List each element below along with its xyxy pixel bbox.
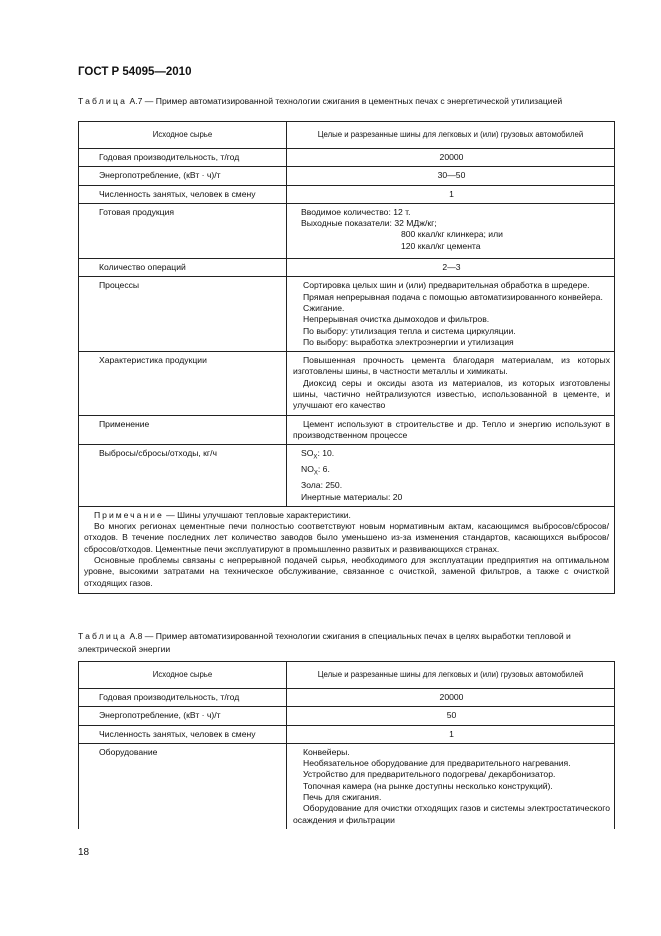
row-label: Характеристика продукции xyxy=(79,352,287,415)
table-row xyxy=(79,725,615,743)
row-label: Годовая производительность, т/год xyxy=(79,149,287,167)
table-a8 xyxy=(78,661,615,829)
document-header: ГОСТ Р 54095—2010 xyxy=(78,66,192,78)
table-row xyxy=(79,167,615,185)
table-row xyxy=(79,445,615,507)
row-label: Численность занятых, человек в смену xyxy=(79,185,287,203)
page-number: 18 xyxy=(78,847,90,858)
table-note-row xyxy=(79,506,615,593)
row-label: Численность занятых, человек в смену xyxy=(79,725,287,743)
table-row xyxy=(79,277,615,352)
row-label: Оборудование xyxy=(79,743,287,829)
row-label: Энергопотребление, (кВт · ч)/т xyxy=(79,167,287,185)
row-value: 1 xyxy=(287,725,615,743)
row-value: Повышенная прочность цемента благодаря материалам, из которых изготовлены шины, в частности металлы и химикаты. Диоксид серы и оксиды азота из материалов, из которых изготовлены шины, частично нейтрализуются известью, использованной в цементе, и улучшают его качество xyxy=(287,352,615,415)
table-note: Примечание — Шины улучшают тепловые характеристики. Во многих регионах цементные печи полностью соответствуют новым нормативным актам, касающимся выбросов/сбросов/отходов. В течение последних лет количество заводов было уменьшено из-за изменения стандартов, касающихся выбросов/сбросов/отходов. Цементные печи эксплуатируют в промышленно развитых и развивающихся странах. Основные проблемы связаны с непрерывной подачей сырья, необходимого для эксплуатации предприятия на оптимальном уровне, высокими затратами на техническое обслуживание, связанное с очисткой, заменой фильтров, а также с очисткой отходящих газов. xyxy=(79,506,615,593)
row-value: 20000 xyxy=(287,149,615,167)
column-header-raw-material: Исходное сырье xyxy=(79,122,287,149)
table-a7 xyxy=(78,121,615,594)
table-row xyxy=(79,149,615,167)
row-value: Сортировка целых шин и (или) предварительная обработка в шредере. Прямая непрерывная подача с помощью автоматизированного конвейера. Сжигание. Непрерывная очистка дымоходов и фильтров. По выбору: утилизация тепла и система циркуляции. По выбору: выработка электроэнергии и утилизация xyxy=(287,277,615,352)
table-header-row xyxy=(79,662,615,689)
table-row xyxy=(79,743,615,829)
row-value: 1 xyxy=(287,185,615,203)
table-row xyxy=(79,352,615,415)
table-row xyxy=(79,415,615,445)
column-header-raw-material: Исходное сырье xyxy=(79,662,287,689)
table-a7-caption: Таблица А.7 — Пример автоматизированной технологии сжигания в цементных печах с энергетической утилизацией xyxy=(78,96,563,106)
column-header-tires: Целые и разрезанные шины для легковых и (или) грузовых автомобилей xyxy=(287,662,615,689)
row-label: Энергопотребление, (кВт · ч)/т xyxy=(79,707,287,725)
row-value: 20000 xyxy=(287,689,615,707)
table-row xyxy=(79,707,615,725)
row-value: Цемент используют в строительстве и др. Тепло и энергию используют в производственном процессе xyxy=(287,415,615,445)
row-label: Готовая продукция xyxy=(79,203,287,258)
row-label: Годовая производительность, т/год xyxy=(79,689,287,707)
row-label: Процессы xyxy=(79,277,287,352)
row-value: 30—50 xyxy=(287,167,615,185)
row-value: 50 xyxy=(287,707,615,725)
row-label: Применение xyxy=(79,415,287,445)
table-row xyxy=(79,185,615,203)
row-value: 2—3 xyxy=(287,259,615,277)
table-header-row xyxy=(79,122,615,149)
column-header-tires: Целые и разрезанные шины для легковых и (или) грузовых автомобилей xyxy=(287,122,615,149)
table-row xyxy=(79,689,615,707)
row-label: Выбросы/сбросы/отходы, кг/ч xyxy=(79,445,287,507)
row-value: Вводимое количество: 12 т. Выходные показатели: 32 МДж/кг; 800 ккал/кг клинкера; или 120 ккал/кг цемента xyxy=(287,203,615,258)
row-value: $SO_X$: 10. $NO_X$: 6. Зола: 250. Инертные материалы: 20 xyxy=(287,445,615,507)
table-row xyxy=(79,259,615,277)
table-row xyxy=(79,203,615,258)
table-a8-caption: Таблица А.8 — Пример автоматизированной технологии сжигания в специальных печах в целях выработки тепловой и электрической энергии xyxy=(78,631,571,654)
row-label: Количество операций xyxy=(79,259,287,277)
row-value: Конвейеры. Необязательное оборудование для предварительного нагревания. Устройство для предварительного подогрева/ декарбонизатор. Топочная камера (на рынке доступны несколько конструкций). Печь для сжигания. Оборудование для очистки отходящих газов и системы электростатического осаждения и фильтрации xyxy=(287,743,615,829)
